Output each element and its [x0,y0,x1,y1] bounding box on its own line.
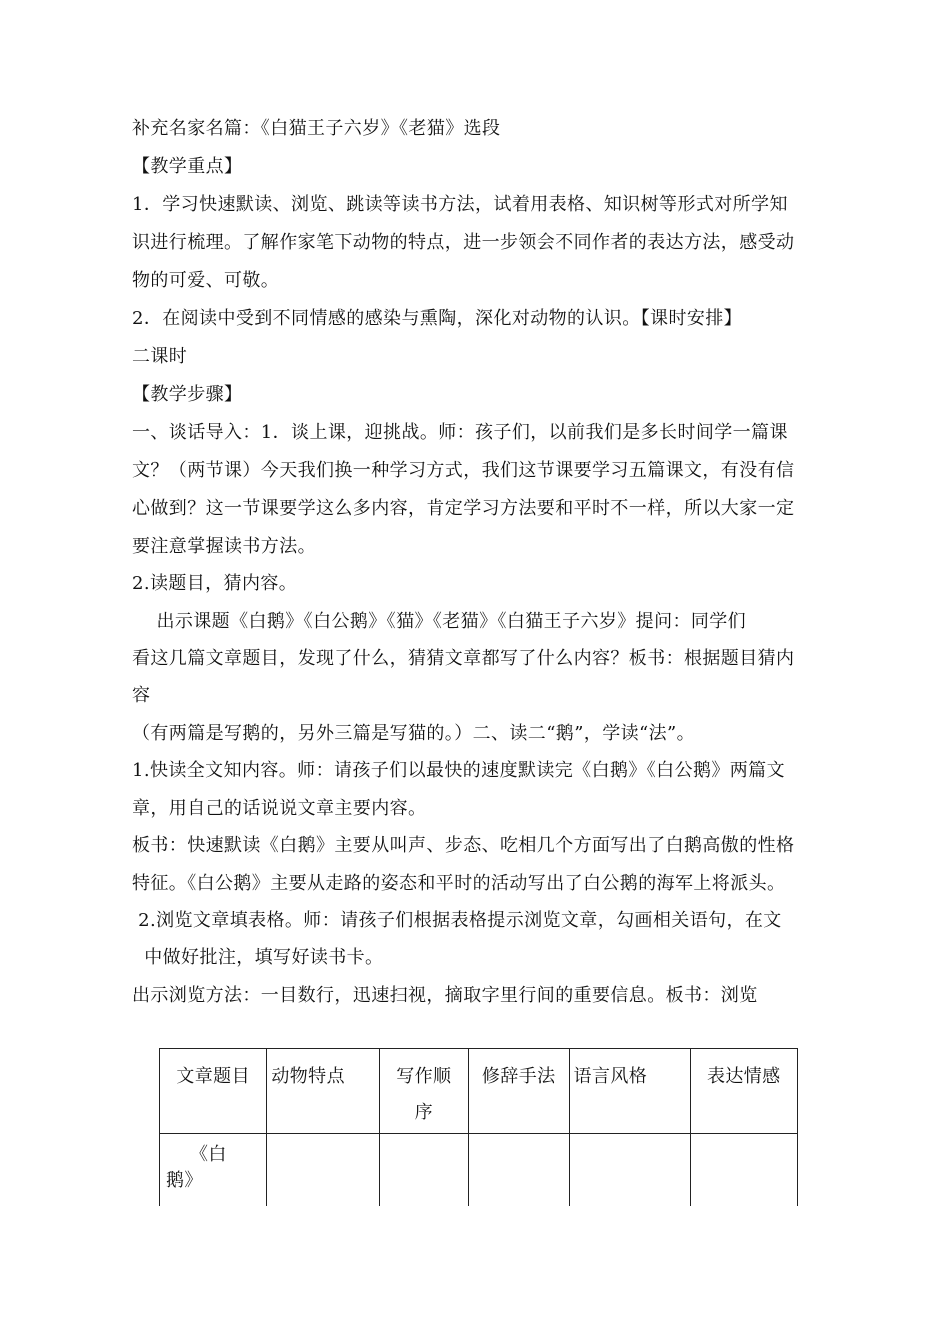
paragraph-line: 特征。《白公鹅》主要从走路的姿态和平时的活动写出了白公鹅的海军上将派头。 [132,873,786,894]
table-cell[interactable] [267,1134,379,1207]
paragraph-line: 一、谈话导入：1．谈上课，迎挑战。师：孩子们，以前我们是多长时间学一篇课 [132,422,788,443]
table-header-text-part: 序 [414,1102,433,1123]
paragraph-line: 板书：快速默读《白鹅》主要从叫声、步态、吃相几个方面写出了白鹅高傲的性格 [132,835,795,856]
section-heading-teaching-focus: 【教学重点】 [132,156,243,177]
paragraph-line: 看这几篇文章题目，发现了什么，猜猜文章都写了什么内容？板书：根据题目猜内 [132,648,795,669]
table-header-text-part: 写作顺 [396,1066,452,1087]
section-heading-teaching-steps: 【教学步骤】 [132,384,243,405]
paragraph-line: 物的可爱、可敬。 [132,270,280,291]
table-title-cell [160,1134,267,1207]
paragraph-line: 容 [132,685,151,706]
table-cell[interactable] [468,1134,569,1207]
paragraph-line: 中做好批注，填写好读书卡。 [132,947,384,968]
table-header-cell: 动物特点 [267,1049,379,1134]
table-header-cell [379,1049,468,1134]
table-header-cell: 语言风格 [569,1049,690,1134]
table-header-cell: 文章题目 [160,1049,267,1134]
paragraph-line: 2．在阅读中受到不同情感的感染与熏陶，深化对动物的认识。【课时安排】 [132,308,743,329]
paragraph-line: 2.浏览文章填表格。师：请孩子们根据表格提示浏览文章，勾画相关语句，在文 [132,910,782,931]
paragraph-line: 出示浏览方法：一目数行，迅速扫视，摘取字里行间的重要信息。板书：浏览 [132,985,758,1006]
paragraph-line: （有两篇是写鹅的，另外三篇是写猫的。）二、读二“鹅”，学读“法”。 [132,723,696,744]
paragraph-line: 1.快读全文知内容。师：请孩子们以最快的速度默读完《白鹅》《白公鹅》两篇文 [132,760,785,781]
paragraph-line: 二课时 [132,346,188,367]
reading-card-table [159,1048,798,1206]
paragraph-line: 心做到？这一节课要学这么多内容，肯定学习方法要和平时不一样，所以大家一定 [132,498,795,519]
paragraph-line: 文？（两节课）今天我们换一种学习方式，我们这节课要学习五篇课文，有没有信 [132,460,795,481]
table-row [160,1134,798,1207]
table-cell-text-part: 鹅》 [166,1170,203,1191]
paragraph-line: 1．学习快速默读、浏览、跳读等读书方法，试着用表格、知识树等形式对所学知 [132,194,788,215]
table-header-cell: 表达情感 [690,1049,797,1134]
table-header-cell: 修辞手法 [468,1049,569,1134]
paragraph-line: 要注意掌握读书方法。 [132,536,316,557]
paragraph-line: 章，用自己的话说说文章主要内容。 [132,798,427,819]
paragraph-line: 出示课题《白鹅》《白公鹅》《猫》《老猫》《白猫王子六岁》提问：同学们 [132,611,747,632]
table-cell[interactable] [569,1134,690,1207]
paragraph-line: 2.读题目，猜内容。 [132,573,298,594]
table-header-row [160,1049,798,1134]
supplementary-reading-line: 补充名家名篇：《白猫王子六岁》《老猫》选段 [132,118,501,139]
table-cell[interactable] [690,1134,797,1207]
table-cell-text-part: 《白 [190,1144,227,1165]
table-cell[interactable] [379,1134,468,1207]
paragraph-line: 识进行梳理。了解作家笔下动物的特点，进一步领会不同作者的表达方法，感受动 [132,232,795,253]
